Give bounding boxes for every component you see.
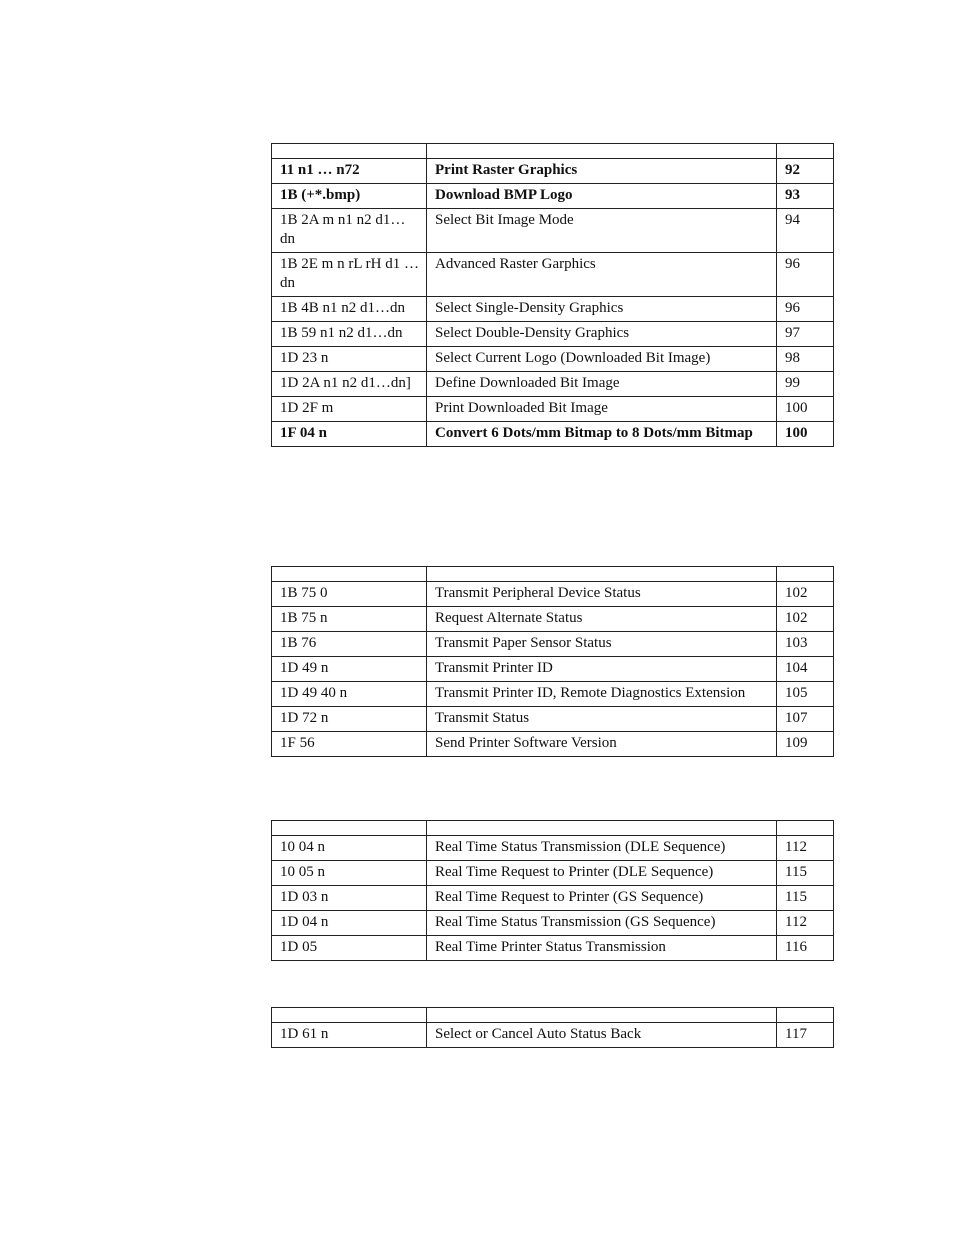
command-name-cell: Request Alternate Status — [427, 607, 777, 632]
command-name-cell: Transmit Printer ID, Remote Diagnostics Extension — [427, 682, 777, 707]
command-name-cell: Select Single-Density Graphics — [427, 297, 777, 322]
page-number-cell: 115 — [777, 886, 834, 911]
command-name-cell: Send Printer Software Version — [427, 732, 777, 757]
table-row — [272, 372, 834, 397]
command-code-cell: 1D 03 n — [272, 886, 427, 911]
command-code-cell: 1D 61 n — [272, 1023, 427, 1048]
command-name-cell: Select Bit Image Mode — [427, 209, 777, 253]
command-code-cell: 1B 2E m n rL rH d1 … dn — [272, 253, 427, 297]
command-code-cell: 10 05 n — [272, 861, 427, 886]
command-name-cell: Print Raster Graphics — [427, 159, 777, 184]
command-name-cell: Print Downloaded Bit Image — [427, 397, 777, 422]
status-commands-table — [271, 566, 834, 757]
table-row — [272, 297, 834, 322]
command-code-cell: 1D 49 40 n — [272, 682, 427, 707]
auto-status-commands-table — [271, 1007, 834, 1048]
command-code-cell: 1B 75 n — [272, 607, 427, 632]
command-code-cell: 1D 04 n — [272, 911, 427, 936]
command-name-cell: Select or Cancel Auto Status Back — [427, 1023, 777, 1048]
command-name-cell: Advanced Raster Garphics — [427, 253, 777, 297]
table-row — [272, 397, 834, 422]
table-row — [272, 861, 834, 886]
command-name-cell: Transmit Peripheral Device Status — [427, 582, 777, 607]
command-code-cell: 1B 59 n1 n2 d1…dn — [272, 322, 427, 347]
table-row — [272, 911, 834, 936]
table-row — [272, 209, 834, 253]
page-number-cell: 105 — [777, 682, 834, 707]
command-code-cell: 1B 75 0 — [272, 582, 427, 607]
page-number-cell: 97 — [777, 322, 834, 347]
page-number-cell: 96 — [777, 297, 834, 322]
page-number-cell: 112 — [777, 836, 834, 861]
command-code-cell: 1B 76 — [272, 632, 427, 657]
command-name-cell: Real Time Status Transmission (DLE Sequence) — [427, 836, 777, 861]
header-cell-code — [272, 821, 427, 836]
header-cell-page — [777, 1008, 834, 1023]
table-row — [272, 322, 834, 347]
table-row — [272, 657, 834, 682]
page-number-cell: 98 — [777, 347, 834, 372]
command-name-cell: Real Time Status Transmission (GS Sequence) — [427, 911, 777, 936]
page-number-cell: 96 — [777, 253, 834, 297]
command-code-cell: 1D 23 n — [272, 347, 427, 372]
page-number-cell: 109 — [777, 732, 834, 757]
page-number-cell: 112 — [777, 911, 834, 936]
table-row — [272, 253, 834, 297]
command-code-cell: 1F 04 n — [272, 422, 427, 447]
table-row — [272, 732, 834, 757]
graphics-commands-table — [271, 143, 834, 447]
command-code-cell: 1F 56 — [272, 732, 427, 757]
page-number-cell: 104 — [777, 657, 834, 682]
page-number-cell: 99 — [777, 372, 834, 397]
page-number-cell: 116 — [777, 936, 834, 961]
table-row — [272, 836, 834, 861]
command-code-cell: 1D 05 — [272, 936, 427, 961]
command-code-cell: 1D 2F m — [272, 397, 427, 422]
header-cell-name — [427, 1008, 777, 1023]
command-name-cell: Real Time Printer Status Transmission — [427, 936, 777, 961]
command-code-cell: 1B (+*.bmp) — [272, 184, 427, 209]
page-number-cell: 93 — [777, 184, 834, 209]
command-name-cell: Transmit Status — [427, 707, 777, 732]
command-name-cell: Transmit Paper Sensor Status — [427, 632, 777, 657]
command-code-cell: 1D 72 n — [272, 707, 427, 732]
header-cell-page — [777, 567, 834, 582]
command-code-cell: 10 04 n — [272, 836, 427, 861]
command-name-cell: Define Downloaded Bit Image — [427, 372, 777, 397]
command-name-cell: Convert 6 Dots/mm Bitmap to 8 Dots/mm Bitmap — [427, 422, 777, 447]
page-number-cell: 107 — [777, 707, 834, 732]
command-code-cell: 1B 2A m n1 n2 d1…dn — [272, 209, 427, 253]
page-number-cell: 100 — [777, 422, 834, 447]
table-header-row — [272, 821, 834, 836]
command-name-cell: Real Time Request to Printer (DLE Sequence) — [427, 861, 777, 886]
header-cell-name — [427, 567, 777, 582]
header-cell-code — [272, 1008, 427, 1023]
table-row — [272, 347, 834, 372]
table-row — [272, 632, 834, 657]
header-cell-page — [777, 144, 834, 159]
command-name-cell: Real Time Request to Printer (GS Sequence) — [427, 886, 777, 911]
table-row — [272, 707, 834, 732]
header-cell-name — [427, 821, 777, 836]
page-number-cell: 94 — [777, 209, 834, 253]
command-code-cell: 1D 49 n — [272, 657, 427, 682]
table-row — [272, 184, 834, 209]
page-number-cell: 102 — [777, 582, 834, 607]
table-row — [272, 1023, 834, 1048]
command-code-cell: 1D 2A n1 n2 d1…dn] — [272, 372, 427, 397]
table-header-row — [272, 567, 834, 582]
header-cell-code — [272, 144, 427, 159]
page-number-cell: 100 — [777, 397, 834, 422]
table-header-row — [272, 1008, 834, 1023]
page-number-cell: 103 — [777, 632, 834, 657]
page-number-cell: 102 — [777, 607, 834, 632]
command-code-cell: 11 n1 … n72 — [272, 159, 427, 184]
header-cell-name — [427, 144, 777, 159]
command-name-cell: Select Double-Density Graphics — [427, 322, 777, 347]
table-row — [272, 682, 834, 707]
realtime-commands-table — [271, 820, 834, 961]
page-number-cell: 92 — [777, 159, 834, 184]
table-row — [272, 886, 834, 911]
command-name-cell: Select Current Logo (Downloaded Bit Image) — [427, 347, 777, 372]
table-row — [272, 582, 834, 607]
page-number-cell: 115 — [777, 861, 834, 886]
table-row — [272, 422, 834, 447]
header-cell-page — [777, 821, 834, 836]
table-row — [272, 936, 834, 961]
table-header-row — [272, 144, 834, 159]
table-row — [272, 159, 834, 184]
page-number-cell: 117 — [777, 1023, 834, 1048]
table-row — [272, 607, 834, 632]
header-cell-code — [272, 567, 427, 582]
command-name-cell: Transmit Printer ID — [427, 657, 777, 682]
command-code-cell: 1B 4B n1 n2 d1…dn — [272, 297, 427, 322]
command-name-cell: Download BMP Logo — [427, 184, 777, 209]
